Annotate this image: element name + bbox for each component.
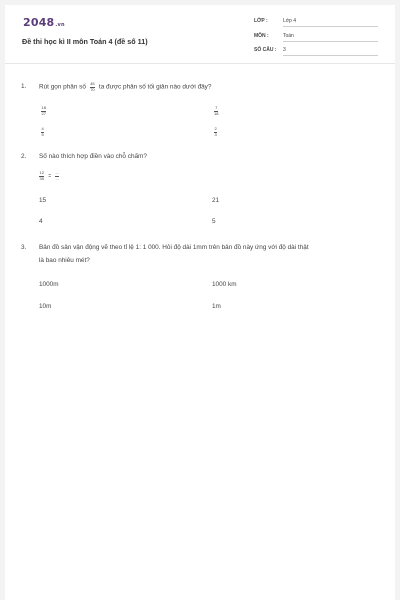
question-1-text-after: ta được phân số tối giản nào dưới đây? (98, 83, 212, 91)
question-3-text-line1: Bản đồ sân vận động vẽ theo tỉ lệ 1: 1 000. Hỏi độ dài 1mm trên bản đồ này ứng với độ dài thật (39, 244, 309, 251)
blank-fraction (55, 171, 59, 181)
question-1-fraction (90, 82, 95, 92)
meta-count-label: SỐ CÂU : (254, 47, 277, 53)
question-3-text-line2: là bao nhiêu mét? (39, 257, 90, 264)
fraction-numerator: 7 (215, 105, 218, 110)
question-3-option-a[interactable]: 1000m (39, 281, 59, 288)
expression-fraction (39, 171, 44, 181)
logo-suffix: .vn (55, 22, 65, 28)
meta-class-label: LỚP : (254, 18, 268, 24)
question-2-option-a[interactable]: 15 (39, 197, 47, 204)
meta-count-value: 3 (283, 47, 378, 56)
meta-count (254, 46, 378, 58)
fraction-numerator: ... (55, 170, 59, 175)
logo-main: 2048 (23, 16, 55, 29)
question-1-text (39, 82, 211, 92)
question-3-number: 3. (21, 244, 27, 251)
exam-sheet (5, 5, 395, 600)
question-1-number: 1. (21, 83, 27, 90)
fraction-numerator: 45 (90, 81, 95, 86)
question-1-option-d[interactable] (212, 127, 219, 137)
fraction-denominator: 18 (214, 110, 219, 116)
meta-class-value: Lớp 4 (283, 18, 378, 27)
option-fraction (41, 127, 44, 137)
fraction-numerator: 18 (41, 105, 46, 110)
option-fraction (41, 106, 46, 116)
fraction-denominator: 27 (41, 110, 46, 116)
question-2-option-c[interactable]: 4 (39, 218, 43, 225)
option-fraction (214, 106, 218, 116)
meta-subject-label: MÔN : (254, 33, 269, 39)
meta-subject (254, 32, 378, 44)
exam-title: Đề thi học kì II môn Toán 4 (đề số 11) (22, 37, 148, 46)
question-1-option-b[interactable] (212, 106, 220, 116)
question-2-option-d[interactable]: 5 (212, 218, 216, 225)
question-2-number: 2. (21, 153, 27, 160)
question-1-option-c[interactable] (39, 127, 46, 137)
fraction-denominator: 5 (41, 131, 44, 137)
fraction-denominator: 70 (90, 86, 95, 92)
fraction-denominator: 35 (39, 175, 44, 181)
fraction-denominator: 3 (214, 131, 217, 137)
question-1-option-a[interactable] (39, 106, 48, 116)
question-3-option-c[interactable]: 10m (39, 303, 52, 310)
option-fraction (214, 127, 217, 137)
exam-header (5, 5, 395, 64)
meta-class (254, 17, 378, 29)
fraction-numerator: 2 (214, 126, 217, 131)
fraction-denominator: ... (55, 175, 59, 181)
question-3-option-b[interactable]: 1000 km (212, 281, 237, 288)
question-1-text-before: Rút gọn phân số (39, 83, 86, 91)
equals-sign: = (48, 173, 52, 180)
question-2-option-b[interactable]: 21 (212, 197, 220, 204)
meta-subject-value: Toán (283, 33, 378, 42)
site-logo[interactable] (23, 16, 65, 29)
question-2-text: Số nào thích hợp điền vào chỗ chấm? (39, 153, 147, 160)
fraction-numerator: 12 (39, 170, 44, 175)
question-3-option-d[interactable]: 1m (212, 303, 221, 310)
question-2-expression (37, 171, 61, 181)
fraction-numerator: 4 (41, 126, 44, 131)
